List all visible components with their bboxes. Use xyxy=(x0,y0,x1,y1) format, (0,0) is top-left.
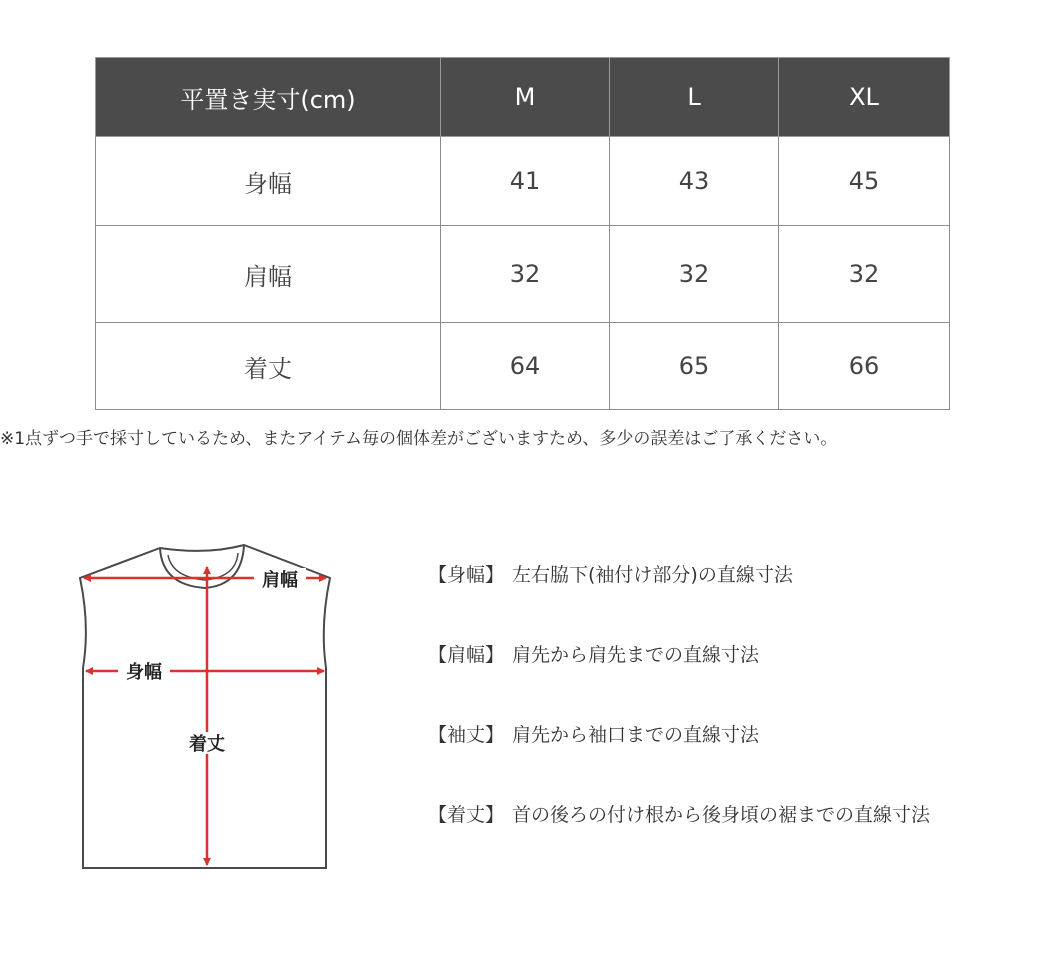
cell-value: 32 xyxy=(779,226,950,323)
legend-term: 【着丈】 xyxy=(428,804,505,826)
cell-value: 66 xyxy=(779,323,950,410)
table-row xyxy=(96,226,950,323)
legend-desc: 首の後ろの付け根から後身頃の裾までの直線寸法 xyxy=(512,804,931,826)
shoulder-label: 肩幅 xyxy=(262,570,298,591)
chest-label: 身幅 xyxy=(126,662,162,683)
legend-term: 【身幅】 xyxy=(428,564,505,586)
measurement-note: ※1点ずつ手で採寸しているため、またアイテム毎の個体差がございますため、多少の誤差はご了承ください。 xyxy=(0,429,838,449)
row-label: 肩幅 xyxy=(96,226,441,323)
cell-value: 65 xyxy=(610,323,779,410)
cell-value: 32 xyxy=(441,226,610,323)
legend-term: 【袖丈】 xyxy=(428,724,505,746)
garment-diagram xyxy=(70,535,350,880)
header-size-m: M xyxy=(441,58,610,137)
cell-value: 64 xyxy=(441,323,610,410)
row-label: 身幅 xyxy=(96,137,441,226)
legend-item xyxy=(428,560,1048,640)
legend-desc: 肩先から袖口までの直線寸法 xyxy=(512,724,760,746)
legend-item xyxy=(428,720,1048,800)
legend-desc: 肩先から肩先までの直線寸法 xyxy=(512,644,760,666)
table-row xyxy=(96,137,950,226)
garment-outline xyxy=(80,545,330,868)
cell-value: 32 xyxy=(610,226,779,323)
cell-value: 43 xyxy=(610,137,779,226)
cell-value: 45 xyxy=(779,137,950,226)
size-table xyxy=(95,57,950,410)
legend-item xyxy=(428,640,1048,720)
header-size-l: L xyxy=(610,58,779,137)
cell-value: 41 xyxy=(441,137,610,226)
table-row xyxy=(96,323,950,410)
measurement-legend xyxy=(428,560,1048,880)
length-label: 着丈 xyxy=(189,734,225,755)
header-measure: 平置き実寸(cm) xyxy=(96,58,441,137)
table-header-row xyxy=(96,58,950,137)
row-label: 着丈 xyxy=(96,323,441,410)
legend-item xyxy=(428,800,1048,880)
legend-term: 【肩幅】 xyxy=(428,644,505,666)
header-size-xl: XL xyxy=(779,58,950,137)
legend-desc: 左右脇下(袖付け部分)の直線寸法 xyxy=(512,564,793,586)
